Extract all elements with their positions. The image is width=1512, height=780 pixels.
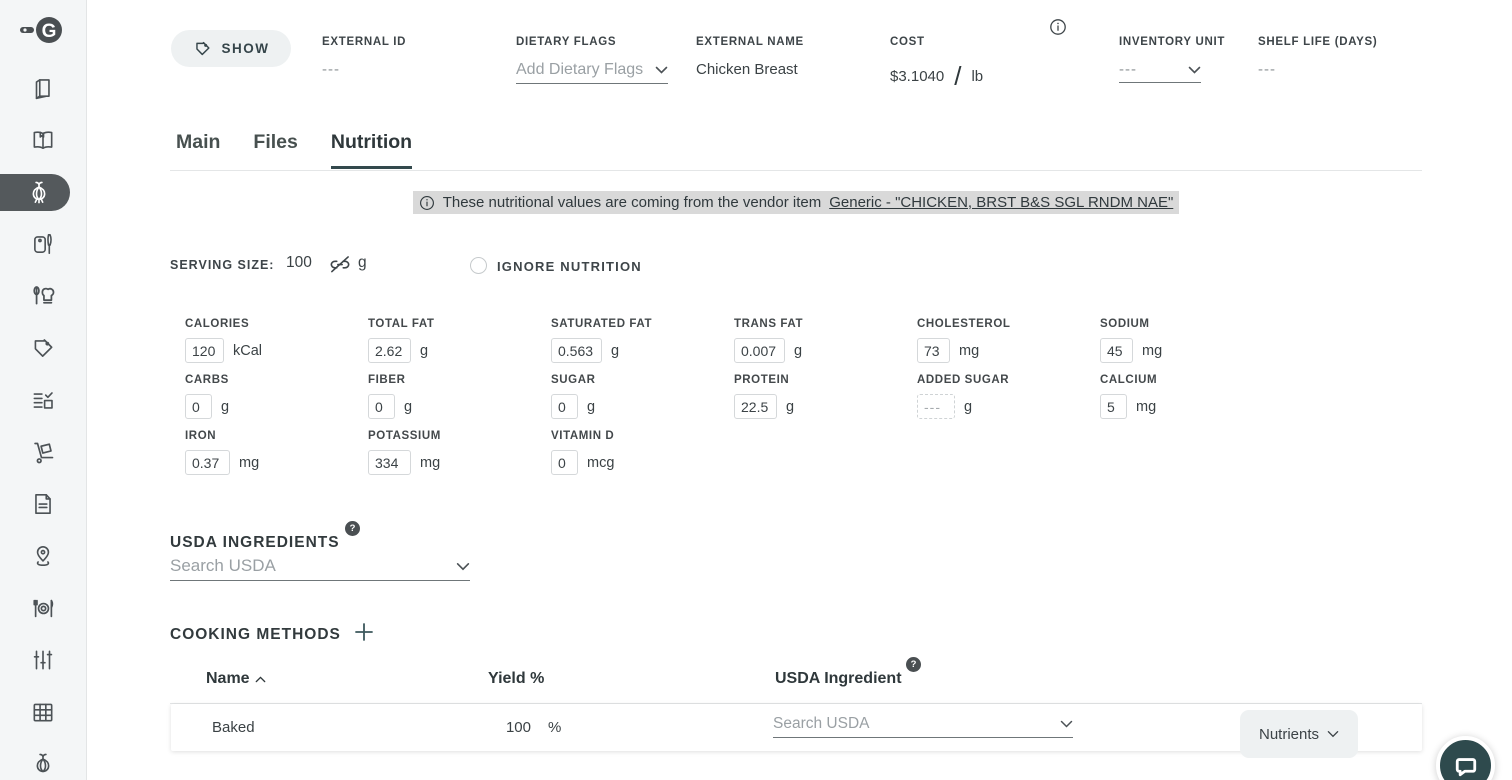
potassium-input[interactable] bbox=[368, 450, 411, 475]
carbs-input[interactable] bbox=[185, 394, 212, 419]
protein-input[interactable] bbox=[734, 394, 777, 419]
nutrition-field-calories: CALORIES 120 kCal bbox=[185, 318, 368, 374]
added-sugar-input[interactable] bbox=[917, 394, 955, 419]
vendor-nutrition-banner bbox=[413, 191, 1180, 214]
usda-search-dropdown[interactable] bbox=[170, 556, 470, 581]
nutrition-field-sodium: SODIUM 45 mg bbox=[1100, 318, 1283, 374]
info-icon bbox=[419, 195, 435, 211]
calendar-icon bbox=[30, 699, 56, 725]
cholesterol-input[interactable] bbox=[917, 338, 950, 363]
dietary-flags-field bbox=[516, 36, 668, 84]
inventory-unit-value: --- bbox=[1119, 61, 1137, 78]
nutrition-field-trans-fat: TRANS FAT 0.007 g bbox=[734, 318, 917, 374]
vendor-banner-row bbox=[170, 191, 1422, 216]
cooking-methods-heading: COOKING METHODS bbox=[170, 626, 341, 643]
yield-unit: % bbox=[548, 719, 562, 736]
nutrition-field-saturated-fat: SATURATED FAT 0.563 g bbox=[551, 318, 734, 374]
sidebar-item-purchasing[interactable] bbox=[0, 426, 86, 478]
nutrition-field-vitamin-d: VITAMIN D 0 mcg bbox=[551, 430, 734, 486]
cost-separator: / bbox=[954, 61, 962, 91]
column-header-name[interactable]: Name bbox=[206, 670, 266, 688]
chevron-down-icon bbox=[1060, 720, 1073, 728]
usda-ingredients-heading: USDA INGREDIENTS bbox=[170, 534, 340, 551]
onion-icon bbox=[26, 179, 52, 205]
chat-bubble-icon bbox=[1452, 752, 1480, 780]
external-id-value[interactable]: --- bbox=[322, 61, 340, 78]
tab-nutrition[interactable]: Nutrition bbox=[331, 131, 412, 169]
nutrition-field-sugar: SUGAR 0 g bbox=[551, 374, 734, 430]
show-button[interactable] bbox=[171, 30, 291, 67]
serving-size-value[interactable]: 100 bbox=[286, 254, 312, 271]
row-usda-search-dropdown[interactable] bbox=[773, 715, 1073, 738]
checklist-icon bbox=[30, 387, 56, 413]
nutrition-field-added-sugar: ADDED SUGAR --- g bbox=[917, 374, 1100, 430]
tab-main[interactable]: Main bbox=[176, 131, 221, 153]
ignore-nutrition-radio[interactable] bbox=[470, 257, 487, 274]
chevron-down-icon bbox=[1327, 730, 1339, 738]
chevron-down-icon bbox=[456, 562, 470, 571]
nutrition-field-potassium: POTASSIUM 334 mg bbox=[368, 430, 551, 486]
external-id-label: EXTERNAL ID bbox=[322, 36, 407, 48]
sidebar-item-locations[interactable] bbox=[0, 530, 86, 582]
dietary-flags-placeholder: Add Dietary Flags bbox=[516, 61, 644, 78]
nutrition-field-cholesterol: CHOLESTEROL 73 mg bbox=[917, 318, 1100, 374]
cost-value[interactable]: $3.1040 bbox=[890, 68, 945, 85]
meal-plate-icon bbox=[30, 595, 57, 622]
sidebar-item-ingredients-2[interactable] bbox=[0, 738, 86, 780]
vitamin-d-input[interactable] bbox=[551, 450, 578, 475]
tab-divider bbox=[170, 170, 1422, 171]
sidebar-item-kitchens[interactable] bbox=[0, 270, 86, 322]
nutrition-field-calcium: CALCIUM 5 mg bbox=[1100, 374, 1283, 430]
row-usda-search-placeholder: Search USDA bbox=[773, 715, 870, 732]
usda-ingredient-help-badge[interactable]: ? bbox=[906, 657, 921, 672]
shelf-life-field bbox=[1258, 36, 1377, 78]
chevron-down-icon bbox=[1188, 66, 1201, 74]
nutrition-field-fiber: FIBER 0 g bbox=[368, 374, 551, 430]
sort-asc-icon bbox=[255, 676, 266, 683]
cutting-board-icon bbox=[30, 231, 56, 257]
sidebar-item-settings[interactable] bbox=[0, 634, 86, 686]
external-name-value[interactable]: Chicken Breast bbox=[696, 61, 798, 78]
serving-size-label: SERVING SIZE: bbox=[170, 258, 275, 272]
tab-files[interactable]: Files bbox=[253, 131, 298, 153]
iron-input[interactable] bbox=[185, 450, 230, 475]
usda-help-badge[interactable]: ? bbox=[345, 521, 360, 536]
cooking-method-name: Baked bbox=[212, 719, 255, 736]
document-icon bbox=[30, 491, 56, 517]
nutrition-grid bbox=[185, 318, 1283, 486]
serving-size-unit: g bbox=[358, 254, 367, 271]
shelf-life-value[interactable]: --- bbox=[1258, 61, 1276, 78]
chef-hat-icon bbox=[29, 282, 57, 310]
sidebar-item-recipes[interactable] bbox=[0, 114, 86, 166]
sidebar bbox=[0, 0, 87, 780]
add-cooking-method-button[interactable] bbox=[353, 621, 375, 646]
tag-icon bbox=[193, 39, 212, 58]
column-header-yield: Yield % bbox=[488, 670, 545, 687]
inventory-unit-label: INVENTORY UNIT bbox=[1119, 36, 1226, 48]
show-button-label: SHOW bbox=[221, 41, 270, 56]
cost-info-icon[interactable] bbox=[1049, 18, 1067, 41]
banner-text: These nutritional values are coming from the vendor item bbox=[442, 194, 822, 211]
calories-input[interactable] bbox=[185, 338, 224, 363]
usda-search-placeholder: Search USDA bbox=[170, 556, 276, 575]
sidebar-item-documents[interactable] bbox=[0, 478, 86, 530]
recipe-book-icon bbox=[30, 127, 56, 153]
onion-icon bbox=[30, 751, 56, 777]
sodium-input[interactable] bbox=[1100, 338, 1133, 363]
external-name-field bbox=[696, 36, 804, 78]
sidebar-item-checklists[interactable] bbox=[0, 374, 86, 426]
svg-text:G: G bbox=[41, 21, 57, 42]
dietary-flags-label: DIETARY FLAGS bbox=[516, 36, 617, 48]
hand-truck-icon bbox=[30, 439, 57, 466]
total-fat-input[interactable] bbox=[368, 338, 411, 363]
yield-value[interactable]: 100 bbox=[505, 719, 531, 736]
cost-unit: lb bbox=[971, 68, 984, 85]
cost-label: COST bbox=[890, 36, 925, 48]
nutrients-button[interactable]: Nutrients bbox=[1240, 710, 1358, 758]
sidebar-item-tags[interactable] bbox=[0, 322, 86, 374]
dietary-flags-dropdown[interactable] bbox=[516, 61, 668, 84]
active-pill bbox=[0, 174, 70, 211]
plus-icon bbox=[353, 621, 375, 643]
menu-brochure-icon bbox=[30, 75, 56, 101]
main-content bbox=[87, 0, 1512, 780]
fiber-input[interactable] bbox=[368, 394, 395, 419]
nutrition-field-iron: IRON 0.37 mg bbox=[185, 430, 368, 486]
calcium-input[interactable] bbox=[1100, 394, 1127, 419]
shelf-life-label: SHELF LIFE (DAYS) bbox=[1258, 36, 1378, 48]
sugar-input[interactable] bbox=[551, 394, 578, 419]
location-pin-icon bbox=[30, 543, 56, 569]
nutrition-field-protein: PROTEIN 22.5 g bbox=[734, 374, 917, 430]
sidebar-item-calendar[interactable] bbox=[0, 686, 86, 738]
trans-fat-input[interactable] bbox=[734, 338, 785, 363]
nutrition-field-carbs: CARBS 0 g bbox=[185, 374, 368, 430]
vendor-item-link[interactable]: Generic - "CHICKEN, BRST B&S SGL RNDM NAE" bbox=[829, 194, 1174, 211]
tag-icon bbox=[30, 335, 56, 361]
sidebar-item-prep[interactable] bbox=[0, 218, 86, 270]
sliders-icon bbox=[30, 647, 56, 673]
unlink-icon[interactable] bbox=[327, 251, 353, 282]
saturated-fat-input[interactable] bbox=[551, 338, 602, 363]
galley-logo[interactable] bbox=[0, 0, 86, 62]
external-name-label: EXTERNAL NAME bbox=[696, 36, 804, 48]
sidebar-item-ingredients[interactable] bbox=[0, 166, 86, 218]
external-id-field bbox=[322, 36, 406, 78]
sidebar-item-meals[interactable] bbox=[0, 582, 86, 634]
ignore-nutrition-label: IGNORE NUTRITION bbox=[497, 259, 642, 274]
nutrition-field-total-fat: TOTAL FAT 2.62 g bbox=[368, 318, 551, 374]
tab-bar bbox=[176, 131, 412, 169]
inventory-unit-field bbox=[1119, 36, 1225, 83]
inventory-unit-dropdown[interactable] bbox=[1119, 61, 1201, 83]
column-header-usda-ingredient: USDA Ingredient bbox=[775, 670, 902, 687]
sidebar-item-menus[interactable] bbox=[0, 62, 86, 114]
cost-field bbox=[890, 36, 983, 92]
chevron-down-icon bbox=[655, 66, 668, 74]
